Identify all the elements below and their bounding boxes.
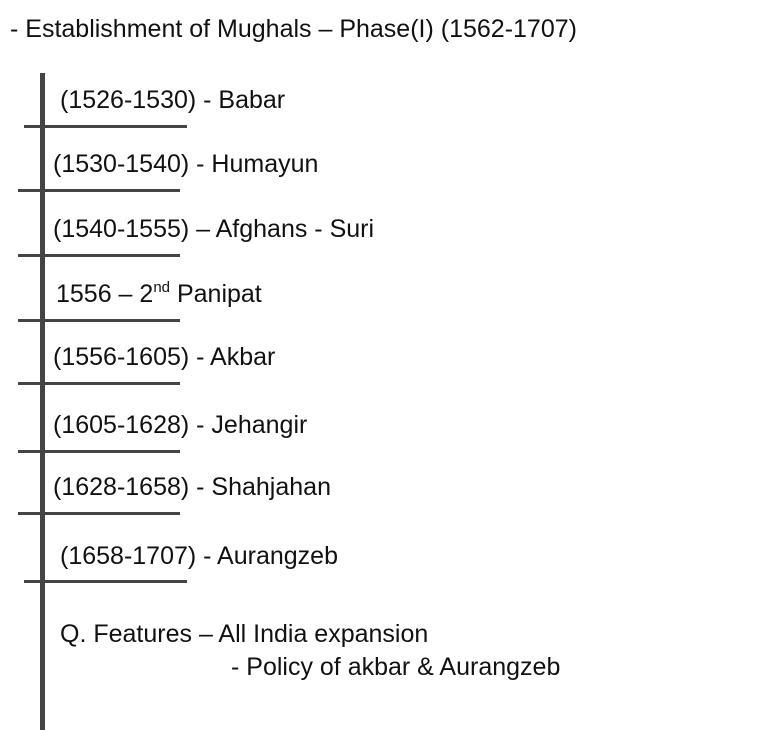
timeline-divider xyxy=(18,319,180,322)
panipat-text-post: Panipat xyxy=(170,280,262,308)
question-policy-line: - Policy of akbar & Aurangzeb xyxy=(231,653,561,681)
question-features-line: Q. Features – All India expansion xyxy=(60,620,429,648)
timeline-entry-panipat xyxy=(56,278,262,310)
page-title: - Establishment of Mughals – Phase(I) (1562-1707) xyxy=(10,15,577,43)
timeline-axis xyxy=(40,73,45,730)
timeline-entry-afghans-suri: (1540-1555) – Afghans - Suri xyxy=(53,215,375,243)
timeline-entry-akbar: (1556-1605) - Akbar xyxy=(53,343,276,371)
timeline-entry-babar: (1526-1530) - Babar xyxy=(60,86,286,114)
timeline-entry-aurangzeb: (1658-1707) - Aurangzeb xyxy=(60,542,338,570)
timeline-divider xyxy=(18,382,180,385)
timeline-divider xyxy=(24,580,187,583)
timeline-divider xyxy=(18,450,180,453)
timeline-entry-shahjahan: (1628-1658) - Shahjahan xyxy=(53,473,331,501)
timeline-divider xyxy=(18,254,180,257)
timeline-entry-jehangir: (1605-1628) - Jehangir xyxy=(53,411,308,439)
panipat-text-pre: 1556 – 2 xyxy=(56,280,154,308)
timeline-divider xyxy=(18,512,180,515)
timeline-entry-humayun: (1530-1540) - Humayun xyxy=(53,150,319,178)
panipat-ordinal-suffix: nd xyxy=(153,279,171,296)
timeline-divider xyxy=(24,125,187,128)
timeline-divider xyxy=(18,189,180,192)
